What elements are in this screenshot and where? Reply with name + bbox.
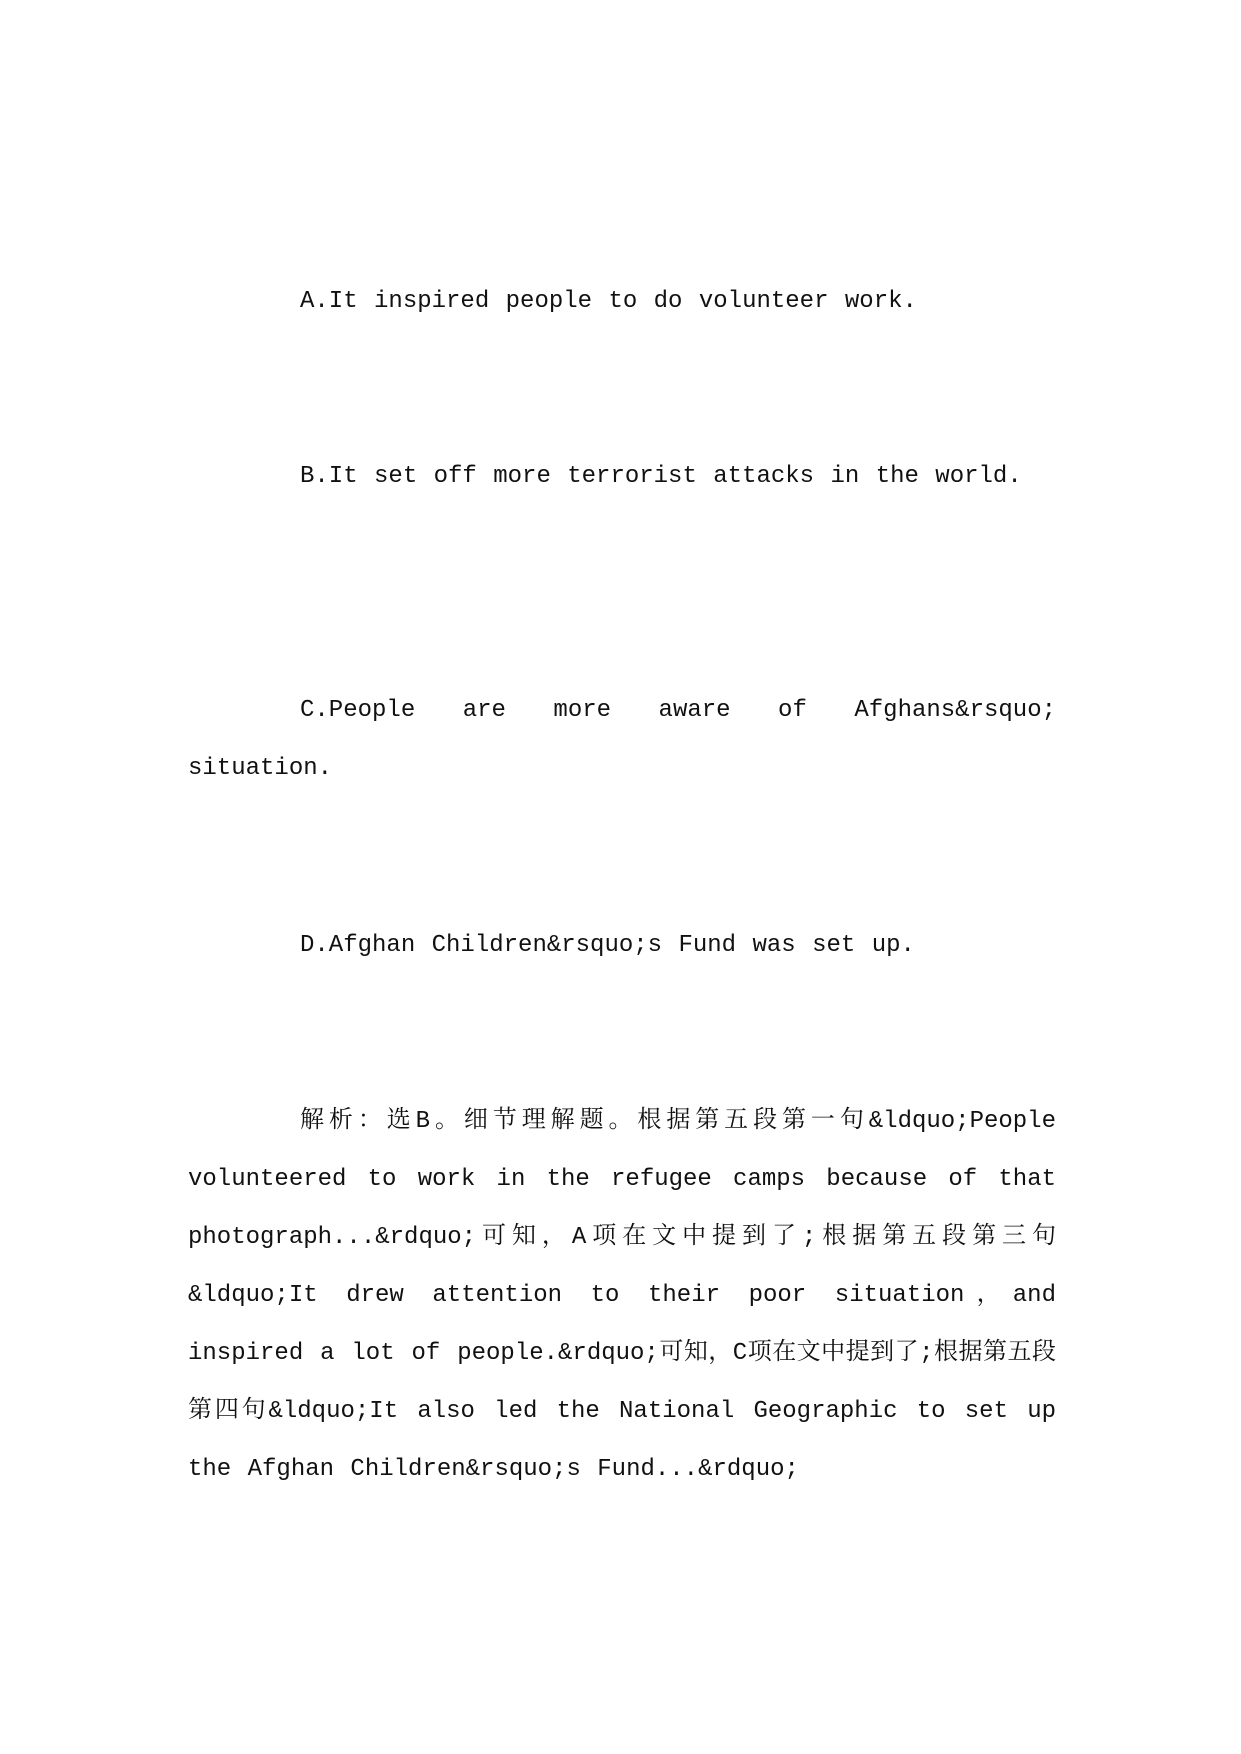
option-b: B.It set off more terrorist attacks in the world. (300, 463, 1022, 490)
analysis-paragraph: 解析：选B。细节理解题。根据第五段第一句&ldquo;People volunteered to work in the refugee camps because of that photograph...&rdquo;可知，A项在文中提到了;根据第五段第三句&ldquo;It drew attention to their poor situation，and inspired a lot of people.&rdquo;可知，C项在文中提到了;根据第五段第四句&ldquo;It also led the National Geographic to set up the Afghan Children&rsquo;s Fund...&rdquo; (188, 1108, 1056, 1483)
option-a: A.It inspired people to do volunteer work. (300, 288, 917, 315)
option-c: C.People are more aware of Afghans&rsquo; situation. (188, 697, 1056, 782)
option-d: D.Afghan Children&rsquo;s Fund was set up. (300, 932, 915, 959)
